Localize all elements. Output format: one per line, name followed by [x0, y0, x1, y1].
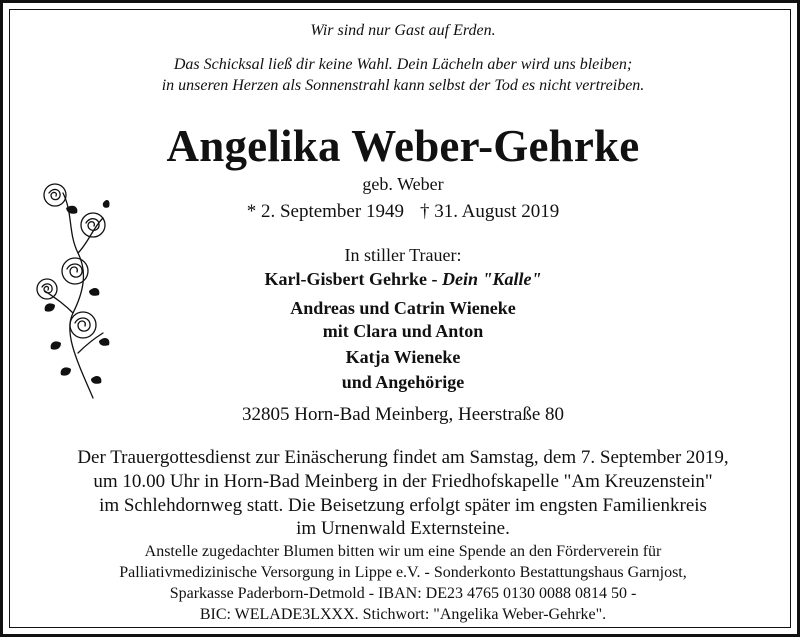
life-dates — [3, 200, 800, 224]
deceased-name: Angelika Weber-Gehrke — [166, 121, 640, 171]
mourner-line-1 — [3, 267, 800, 291]
death-date: † 31. August 2019 — [419, 201, 560, 222]
mourner-nickname: Dein "Kalle" — [441, 269, 542, 289]
birth-name: geb. Weber — [362, 174, 444, 194]
donation-line-4: BIC: WELADE3LXXX. Stichwort: "Angelika Weber-Gehrke". — [199, 606, 607, 623]
motto-line-1: Wir sind nur Gast auf Erden. — [310, 22, 496, 39]
mourner-line-5: und Angehörige — [341, 372, 465, 392]
service-line-4: im Urnenwald Externsteine. — [296, 518, 510, 539]
mourner-line-3: mit Clara und Anton — [322, 321, 484, 341]
mourner-line-4: Katja Wieneke — [345, 347, 461, 367]
motto-line-2: Das Schicksal ließ dir keine Wahl. Dein Lächeln aber wird uns bleiben; — [173, 56, 633, 73]
mourner-name-1: Karl-Gisbert Gehrke - — [264, 269, 442, 289]
service-line-2: um 10.00 Uhr in Horn-Bad Meinberg in der Friedhofskapelle "Am Kreuzenstein" — [93, 471, 713, 492]
mourner-line-2: Andreas und Catrin Wieneke — [290, 298, 516, 318]
donation-line-2: Palliativmedizinische Versorgung in Lippe e.V. - Sonderkonto Bestattungshaus Garnjost, — [119, 564, 687, 581]
mourners-intro: In stiller Trauer: — [344, 245, 462, 265]
donation-line-1: Anstelle zugedachter Blumen bitten wir um eine Spende an den Förderverein für — [144, 543, 662, 560]
motto-line-3: in unseren Herzen als Sonnenstrahl kann selbst der Tod es nicht vertreiben. — [161, 77, 645, 94]
service-line-1: Der Trauergottesdienst zur Einäscherung findet am Samstag, dem 7. September 2019, — [77, 447, 729, 468]
birth-date: * 2. September 1949 — [246, 201, 404, 222]
donation-line-3: Sparkasse Paderborn-Detmold - IBAN: DE23 4765 0130 0088 0814 50 - — [169, 585, 637, 602]
family-address: 32805 Horn-Bad Meinberg, Heerstraße 80 — [241, 404, 565, 425]
service-line-3: im Schlehdornweg statt. Die Beisetzung erfolgt später im engsten Familienkreis — [99, 495, 707, 516]
